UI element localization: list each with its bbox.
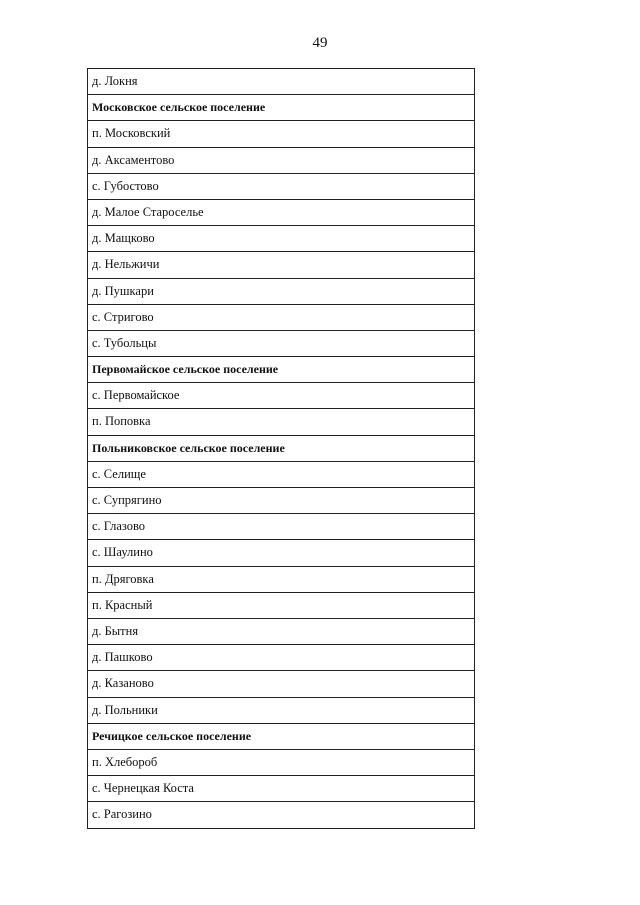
table-row: д. Пашково <box>88 645 474 671</box>
table-row: д. Бытня <box>88 619 474 645</box>
table-row: п. Хлебороб <box>88 750 474 776</box>
table-row: д. Польники <box>88 698 474 724</box>
table-row: с. Шаулино <box>88 540 474 566</box>
table-row: д. Аксаментово <box>88 148 474 174</box>
table-row: д. Пушкари <box>88 279 474 305</box>
page-number: 49 <box>312 35 328 51</box>
table-row: с. Первомайское <box>88 383 474 409</box>
table-row: д. Мащково <box>88 226 474 252</box>
table-row: с. Рагозино <box>92 807 152 822</box>
table-row: д. Нельжичи <box>88 252 474 278</box>
settlement-group-heading: Польниковское сельское поселение <box>88 436 474 462</box>
table-row: п. Поповка <box>88 409 474 435</box>
table-row: д. Казаново <box>88 671 474 697</box>
table-row: д. Малое Староселье <box>88 200 474 226</box>
settlement-group-heading: Первомайское сельское поселение <box>88 357 474 383</box>
table-row: п. Московский <box>88 121 474 147</box>
table-row: с. Чернецкая Коста <box>88 776 474 802</box>
table-row: с. Стригово <box>88 305 474 331</box>
settlements-table <box>87 68 475 829</box>
settlement-group-heading: Речицкое сельское поселение <box>88 724 474 750</box>
table-row: п. Красный <box>88 593 474 619</box>
settlement-group-heading: Московское сельское поселение <box>88 95 474 121</box>
table-row: с. Селище <box>88 462 474 488</box>
table-row: д. Локня <box>88 69 474 95</box>
table-row: с. Губостово <box>88 174 474 200</box>
table-row: п. Дряговка <box>88 567 474 593</box>
table-row: с. Супрягино <box>88 488 474 514</box>
table-row: с. Глазово <box>88 514 474 540</box>
table-row: с. Тубольцы <box>88 331 474 357</box>
